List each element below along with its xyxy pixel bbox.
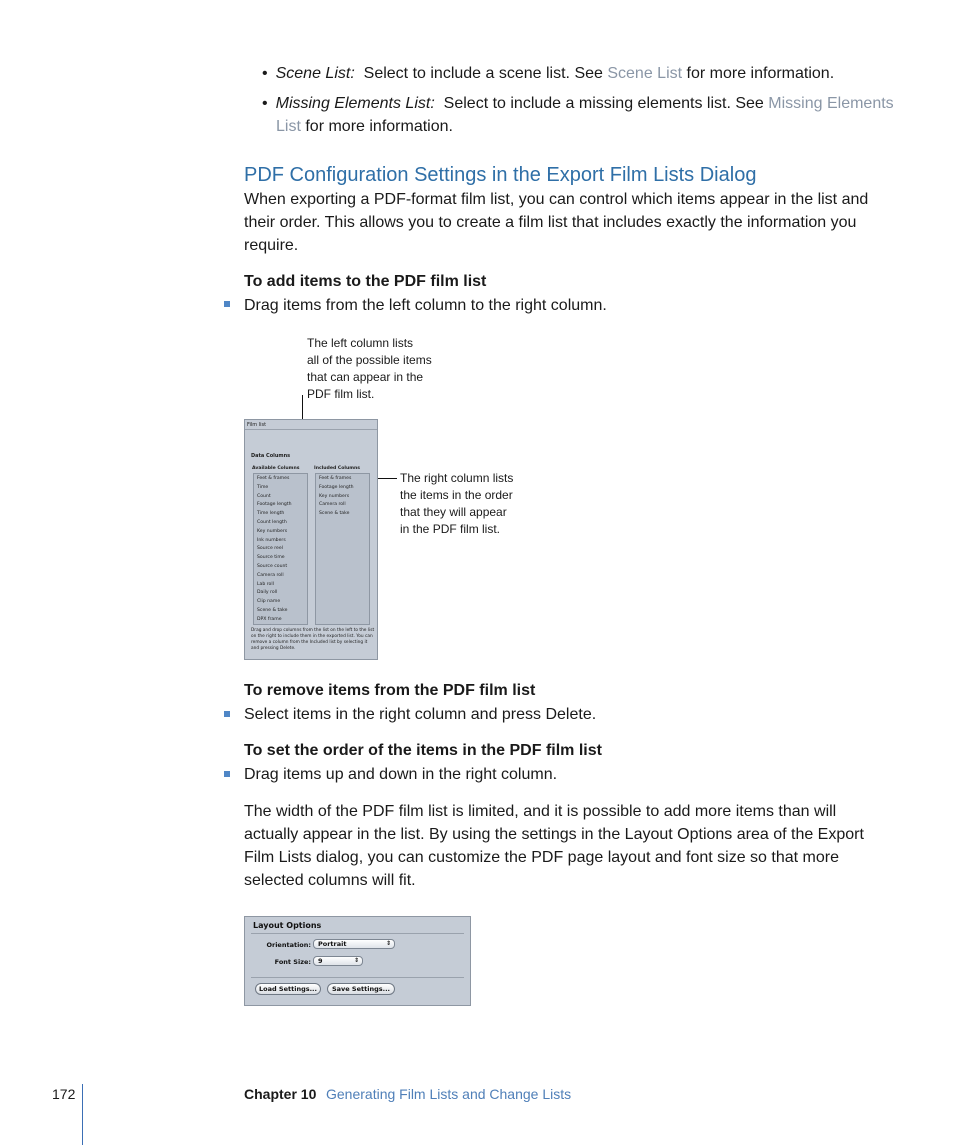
orientation-select[interactable]	[313, 939, 395, 949]
tab-film-list[interactable]: Film list	[247, 422, 267, 428]
orientation-label: Orientation:	[266, 941, 311, 949]
available-column-item[interactable]: Camera roll	[257, 572, 284, 578]
task-step-remove: Select items in the right column and press Delete.	[244, 706, 597, 723]
bullet-text-post: for more information.	[300, 118, 453, 135]
included-column-item[interactable]: Feet & frames	[319, 476, 352, 481]
callout-line: The left column lists	[307, 336, 414, 350]
available-columns-header: Available Columns	[252, 466, 300, 471]
task-step-add: Drag items from the left column to the right column.	[244, 297, 607, 314]
callout-left-column	[307, 335, 432, 403]
closing-paragraph	[244, 800, 864, 892]
callout-line: all of the possible items	[307, 353, 432, 367]
font-size-value: 9	[318, 957, 323, 965]
load-settings-button[interactable]: Load Settings...	[255, 983, 321, 995]
bullet-text: Select to include a scene list. See	[363, 65, 608, 82]
available-column-item[interactable]: Time length	[257, 511, 285, 517]
available-column-item[interactable]: Key numbers	[257, 528, 288, 534]
callout-line: The right column lists	[400, 471, 514, 485]
bullet-text: Select to include a missing elements list. See	[443, 95, 769, 112]
available-column-item[interactable]: Count length	[257, 519, 287, 525]
included-column-item[interactable]: Footage length	[319, 484, 354, 490]
stepper-arrows-icon: ⇕	[385, 940, 391, 947]
missing-elements-link-cont[interactable]: List	[276, 118, 301, 135]
bullet-dot: •	[262, 65, 268, 82]
available-column-item[interactable]: Source count	[257, 563, 288, 569]
callout-line: that can appear in the	[307, 370, 424, 384]
task-title-add: To add items to the PDF film list	[244, 273, 487, 290]
save-settings-button[interactable]: Save Settings...	[327, 983, 395, 995]
bullet-term: Scene List:	[275, 65, 355, 82]
closing-line: actually appear in the list. By using the settings in the Layout Options area of the Export	[244, 826, 864, 843]
available-column-item[interactable]: Daily roll	[257, 590, 278, 596]
callout-right-column	[400, 470, 513, 538]
bullet-missing-elements-cont	[276, 115, 453, 138]
bullet-text-post: for more information.	[682, 65, 835, 82]
available-column-item[interactable]: Clip name	[257, 599, 281, 605]
callout-line: in the PDF film list.	[400, 522, 501, 536]
included-columns-list[interactable]	[315, 473, 370, 625]
included-column-item[interactable]: Camera roll	[319, 502, 346, 508]
included-columns-header: Included Columns	[314, 466, 361, 471]
bullet-scene-list	[262, 62, 902, 85]
task-title-order: To set the order of the items in the PDF film list	[244, 742, 602, 759]
closing-line: The width of the PDF film list is limited, and it is possible to add more items than will	[244, 803, 837, 820]
intro-line: their order. This allows you to create a film list that includes exactly the information you	[244, 214, 857, 231]
page-number: 172	[52, 1086, 76, 1102]
divider	[245, 429, 377, 430]
included-column-item[interactable]: Scene & take	[319, 511, 350, 517]
bullet-term: Missing Elements List:	[275, 95, 435, 112]
divider	[251, 933, 464, 934]
included-items	[316, 474, 369, 519]
scene-list-link[interactable]: Scene List	[607, 65, 683, 82]
bullet-missing-elements	[262, 92, 902, 115]
available-column-item[interactable]: Feet & frames	[257, 476, 290, 481]
available-column-item[interactable]: Lab roll	[257, 581, 274, 587]
task-step-order: Drag items up and down in the right column.	[244, 766, 558, 783]
font-size-select[interactable]	[313, 956, 363, 966]
closing-line: selected columns will fit.	[244, 872, 416, 889]
intro-paragraph	[244, 188, 868, 257]
available-column-item[interactable]: Time	[257, 484, 269, 490]
available-column-item[interactable]: Source reel	[257, 546, 283, 552]
bullet-dot: •	[262, 95, 268, 112]
included-column-item[interactable]: Key numbers	[319, 493, 350, 499]
panel-instructions: Drag and drop columns from the list on the left to the list on the right to include them in the exported list. You can remove a column from the Included list by selecting it and pressing Delete.	[251, 628, 375, 651]
section-heading: PDF Configuration Settings in the Export Film Lists Dialog	[244, 164, 757, 186]
stepper-arrows-icon: ⇕	[353, 957, 359, 964]
available-column-item[interactable]: Scene & take	[257, 607, 288, 613]
divider	[251, 977, 464, 978]
intro-line: require.	[244, 237, 299, 254]
intro-line: When exporting a PDF-format film list, you can control which items appear in the list and	[244, 191, 869, 208]
orientation-value: Portrait	[318, 940, 347, 948]
bullet-square-icon	[224, 301, 230, 307]
available-column-item[interactable]: DPX frame	[257, 616, 282, 622]
data-columns-label: Data Columns	[251, 453, 291, 459]
callout-line: the items in the order	[400, 488, 513, 502]
layout-options-title: Layout Options	[253, 921, 322, 930]
bullet-square-icon	[224, 711, 230, 717]
bullet-square-icon	[224, 771, 230, 777]
available-items	[254, 474, 307, 625]
available-column-item[interactable]: Footage length	[257, 502, 292, 508]
missing-elements-link[interactable]: Missing Elements	[768, 95, 894, 112]
available-columns-list[interactable]	[253, 473, 308, 625]
available-column-item[interactable]: Source time	[257, 555, 285, 561]
callout-line: PDF film list.	[307, 387, 375, 401]
font-size-label: Font Size:	[274, 958, 311, 966]
footer-divider	[82, 1084, 83, 1145]
film-list-panel	[244, 419, 378, 660]
closing-line: Film Lists dialog, you can customize the PDF page layout and font size so that more	[244, 849, 839, 866]
footer-chapter: Chapter 10	[244, 1086, 317, 1102]
callout-line: that they will appear	[400, 505, 507, 519]
available-column-item[interactable]: Count	[257, 493, 271, 499]
layout-options-panel	[244, 916, 471, 1006]
task-title-remove: To remove items from the PDF film list	[244, 682, 536, 699]
footer-chapter-title[interactable]: Generating Film Lists and Change Lists	[326, 1086, 572, 1102]
available-column-item[interactable]: Ink numbers	[257, 537, 286, 543]
